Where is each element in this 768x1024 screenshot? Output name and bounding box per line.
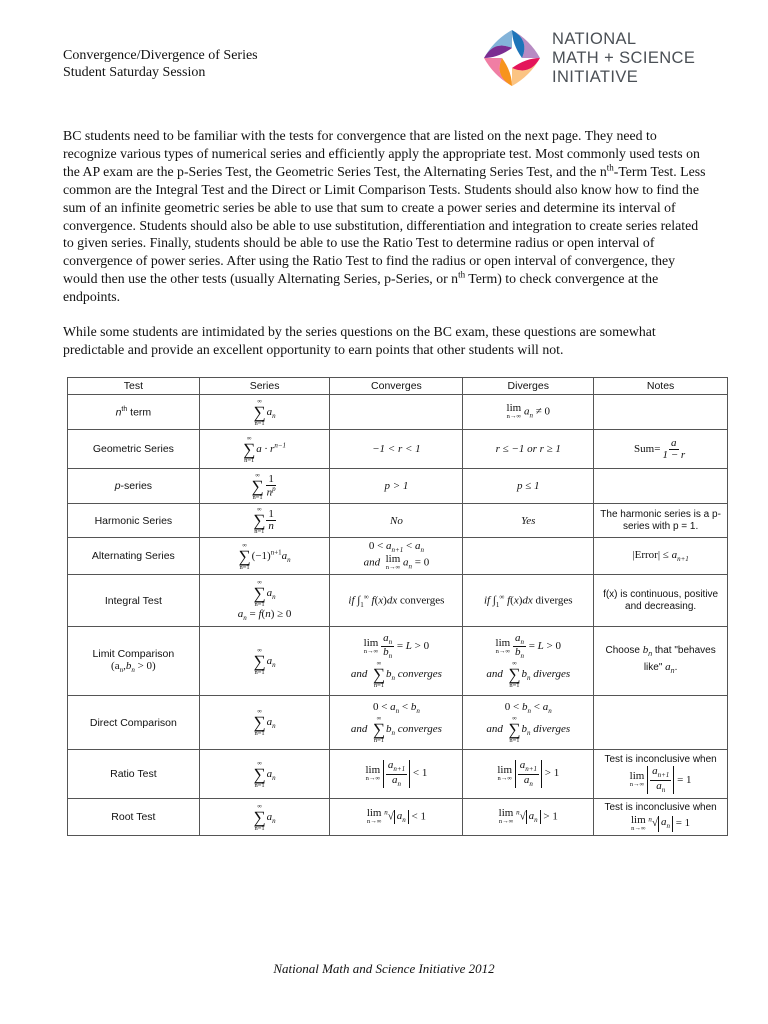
diverges-cell: r ≤ −1 or r ≥ 1: [463, 430, 594, 469]
diverges-cell: lim n→∞ $\frac{a_{n+1}}{a_n}$ > 1: [463, 750, 594, 799]
logo-line3: INITIATIVE: [552, 67, 639, 86]
diverges-cell: $0 < b_n < a_n$ and ∞ ∑ n=1 $b_n$ diverges: [463, 696, 594, 750]
header-test: Test: [68, 378, 200, 395]
table-row: [68, 469, 728, 504]
test-name: $n^{th}$ term: [68, 395, 200, 430]
document-title: Convergence/Divergence of Series: [63, 48, 258, 63]
intro-paragraph-2: While some students are intimidated by the series questions on the BC exam, these questions are somewhat predictable and provide an excellent opportunity to earn points that other students will not.: [63, 324, 656, 357]
notes-cell: Test is inconclusive when lim n→∞ $\frac{a_{n+1}}{a_n}$ = 1: [594, 750, 728, 799]
test-name: Direct Comparison: [68, 696, 200, 750]
table-row: [68, 538, 728, 575]
header-series: Series: [199, 378, 330, 395]
converges-cell: $0 < a_n < b_n$ and ∞ ∑ n=1 $b_n$ converges: [330, 696, 463, 750]
diverges-cell: p ≤ 1: [463, 469, 594, 504]
header-notes: Notes: [594, 378, 728, 395]
table-row: [68, 395, 728, 430]
diverges-cell: lim n→∞ $a_n \ne 0$: [463, 395, 594, 430]
converges-cell: p > 1: [330, 469, 463, 504]
notes-cell: [594, 469, 728, 504]
notes-cell: [594, 696, 728, 750]
test-name: Root Test: [68, 799, 200, 836]
diverges-cell: [463, 538, 594, 575]
nmsi-logo-icon: [482, 28, 542, 88]
series-formula: ∞ ∑ n=1 $\frac{1}{n^p}$: [199, 469, 330, 504]
test-name: Ratio Test: [68, 750, 200, 799]
header-diverges: Diverges: [463, 378, 594, 395]
converges-cell: No: [330, 504, 463, 538]
converges-cell: lim n→∞ $^n$√ $a_n < 1$: [330, 799, 463, 836]
notes-cell: Choose $b_n$ that "behaves like" $a_n$.: [594, 627, 728, 696]
notes-cell: f(x) is continuous, positive and decreasing.: [594, 575, 728, 627]
converges-cell: [330, 395, 463, 430]
notes-cell: The harmonic series is a p-series with p = 1.: [594, 504, 728, 538]
document-header: [63, 47, 258, 81]
series-formula: ∞ ∑ n=1 $a_n$: [199, 395, 330, 430]
test-name: Integral Test: [68, 575, 200, 627]
series-formula: ∞ ∑ n=1 $a_n$: [199, 799, 330, 836]
header-converges: Converges: [330, 378, 463, 395]
series-formula: ∞ ∑ n=1 $a_n$: [199, 627, 330, 696]
table-row: [68, 504, 728, 538]
test-name: Limit Comparison $(a_n,b_n > 0)$: [68, 627, 200, 696]
logo-line2: MATH + SCIENCE: [552, 48, 696, 67]
test-name: Geometric Series: [68, 430, 200, 469]
table-row: [68, 696, 728, 750]
series-formula: ∞ ∑ n=1 $(-1)^{n+1}a_n$: [199, 538, 330, 575]
notes-cell: [594, 395, 728, 430]
series-tests-table: [67, 377, 728, 836]
notes-cell: Sum= $\frac{a}{1 - r}$: [594, 430, 728, 469]
series-formula: ∞ ∑ n=1 $\frac{1}{n}$: [199, 504, 330, 538]
table-row: [68, 627, 728, 696]
table-row: [68, 575, 728, 627]
nmsi-logo: [482, 28, 695, 88]
table-row: [68, 799, 728, 836]
test-name: p-series: [68, 469, 200, 504]
notes-cell: |Error| ≤ $a_{n+1}$: [594, 538, 728, 575]
converges-cell: lim n→∞ $\frac{a_{n+1}}{a_n}$ < 1: [330, 750, 463, 799]
notes-cell: Test is inconclusive when lim n→∞ $^n$√ $a_n = 1$: [594, 799, 728, 836]
table-row: [68, 750, 728, 799]
converges-cell: −1 < r < 1: [330, 430, 463, 469]
diverges-cell: if $\int_1^\infty$ f(x)dx diverges: [463, 575, 594, 627]
test-name: Harmonic Series: [68, 504, 200, 538]
page-footer: National Math and Science Initiative 2012: [273, 961, 495, 976]
series-formula: ∞ ∑ n=1 $a_n$: [199, 696, 330, 750]
converges-cell: lim n→∞ $\frac{a_n}{b_n}$ = L > 0 and ∞ ∑ n=1 $b_n$ converges: [330, 627, 463, 696]
logo-line1: NATIONAL: [552, 29, 637, 48]
document-subtitle: Student Saturday Session: [63, 65, 206, 80]
diverges-cell: lim n→∞ $\frac{a_n}{b_n}$ = L > 0 and ∞ ∑ n=1 $b_n$ diverges: [463, 627, 594, 696]
table-header-row: [68, 378, 728, 395]
logo-wordmark: [552, 30, 695, 87]
series-formula: ∞ ∑ n=1 $a_n$ $a_n = f(n) \ge 0$: [199, 575, 330, 627]
converges-cell: if $\int_1^\infty$ f(x)dx converges: [330, 575, 463, 627]
converges-cell: $0 < a_{n+1} < a_n$ and lim n→∞ $a_n = 0$: [330, 538, 463, 575]
test-name: Alternating Series: [68, 538, 200, 575]
diverges-cell: lim n→∞ $^n$√ $a_n > 1$: [463, 799, 594, 836]
table-row: [68, 430, 728, 469]
intro-text: [63, 127, 711, 376]
series-formula: ∞ ∑ n=1 $a \cdot r^{n-1}$: [199, 430, 330, 469]
intro-paragraph-1: BC students need to be familiar with the tests for convergence that are listed on the next page. They need to recognize various types of numerical series and efficiently apply the appropriate test. Most commonly used tests on the AP exam are the p-Series Test, the Geometric Series Test, the Alternating Series Test, and the $n^{th}$-Term Test. Less common are the Integral Test and the Direct or Limit Comparison Tests. Students should also know how to find the sum of an infinite geometric series be able to use that sum to create a power series and determine its interval of convergence. Students should also be able to use substitution, differentiation and integration to create series related to given series. Finally, students should be able to use the Ratio Test to determine radius or open interval of convergence of power series. After using the Ratio Test to find the radius or open interval of convergence, they would then use the other tests (usually Alternating Series, p-Series, or $n^{th}$ Term) to check convergence at the endpoints.: [63, 128, 706, 305]
series-formula: ∞ ∑ n=1 $a_n$: [199, 750, 330, 799]
diverges-cell: Yes: [463, 504, 594, 538]
